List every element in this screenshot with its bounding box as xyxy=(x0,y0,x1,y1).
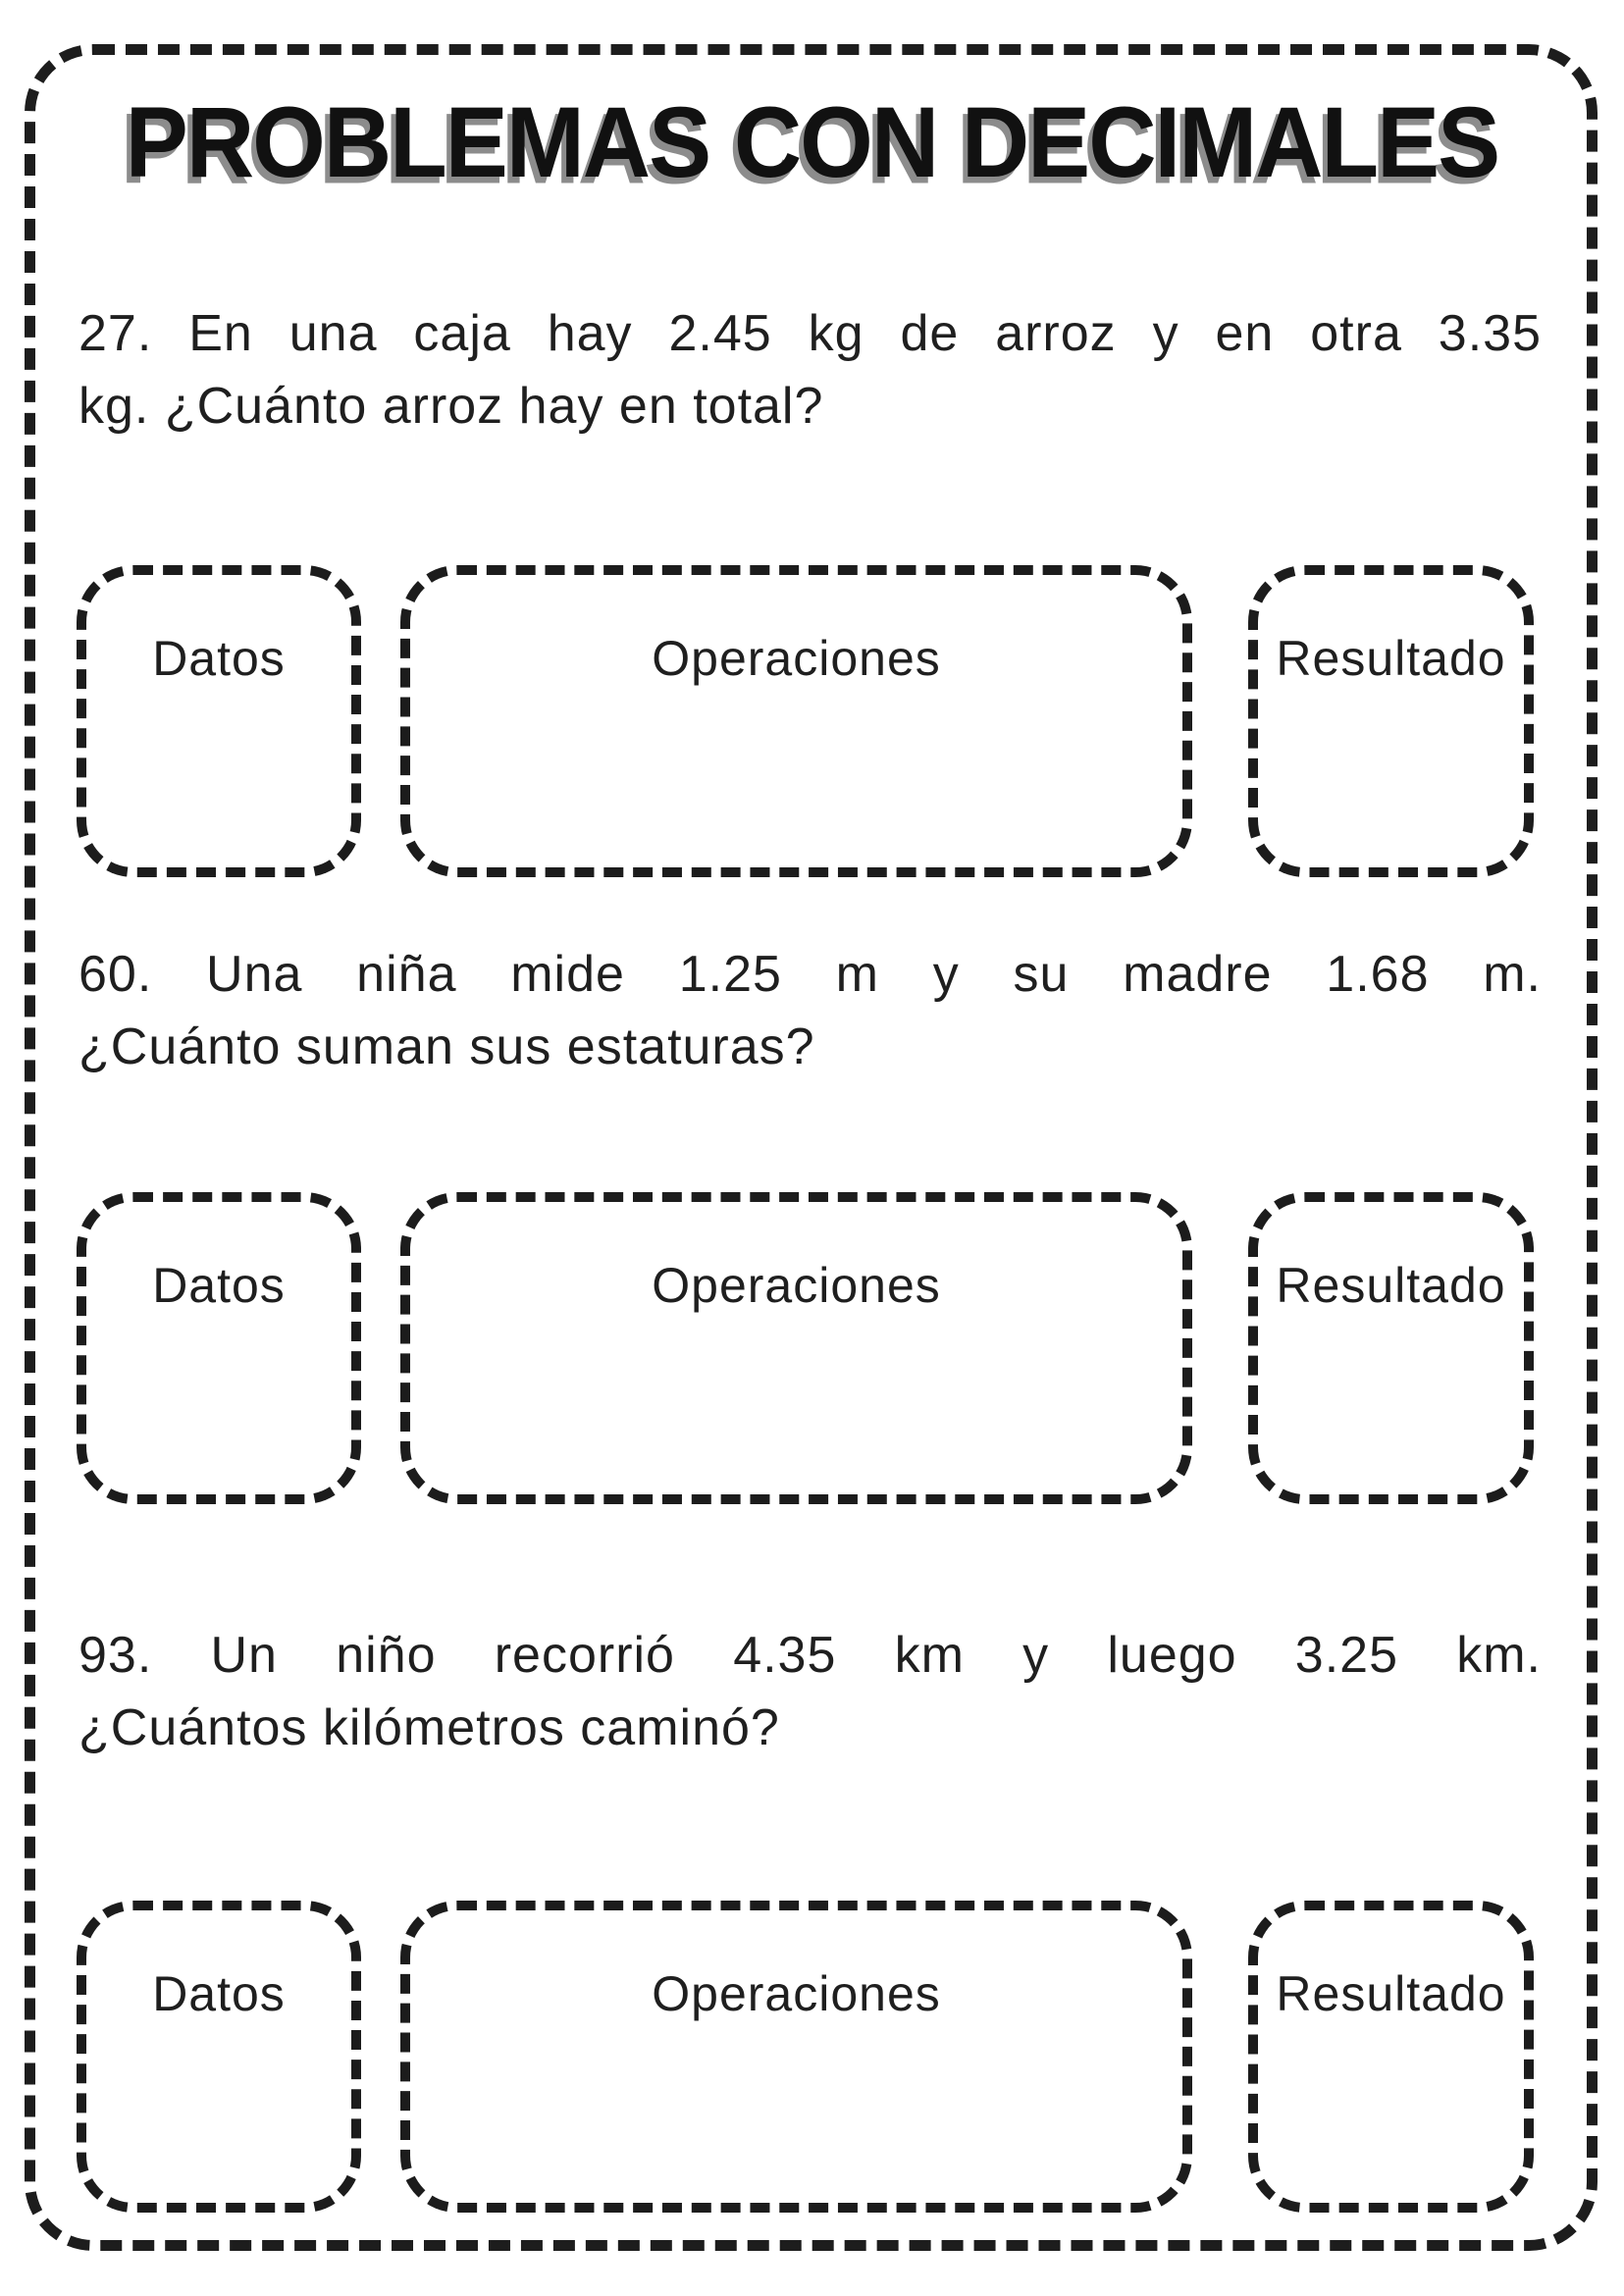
problem-27-line-2: kg. ¿Cuánto arroz hay en total? xyxy=(79,378,824,435)
page-title: PROBLEMAS CON DECIMALES xyxy=(125,87,1499,199)
problem-27-operaciones-box[interactable] xyxy=(400,565,1192,877)
resultado-box-label: Resultado xyxy=(1276,631,1506,686)
operaciones-box-label: Operaciones xyxy=(652,631,941,686)
datos-box-label: Datos xyxy=(152,1966,286,2021)
page-header xyxy=(0,86,1624,199)
problem-27-text xyxy=(79,297,1542,443)
problem-93-datos-box[interactable] xyxy=(77,1901,361,2213)
problem-93-text xyxy=(79,1619,1542,1764)
problem-60-line-1: 60. Una niña mide 1.25 m y su madre 1.68 m. xyxy=(79,946,1542,1003)
problem-27-answer-row xyxy=(77,565,1534,877)
datos-box-label: Datos xyxy=(152,1258,286,1313)
problem-60-resultado-box[interactable] xyxy=(1248,1192,1534,1504)
problem-93-line-2: ¿Cuántos kilómetros caminó? xyxy=(79,1699,780,1756)
operaciones-box-label: Operaciones xyxy=(652,1966,941,2021)
problem-60-text xyxy=(79,938,1542,1083)
problem-27-datos-box[interactable] xyxy=(77,565,361,877)
problem-93-resultado-box[interactable] xyxy=(1248,1901,1534,2213)
problem-60-datos-box[interactable] xyxy=(77,1192,361,1504)
problem-93-line-1: 93. Un niño recorrió 4.35 km y luego 3.25 km. xyxy=(79,1627,1542,1684)
problem-60-operaciones-box[interactable] xyxy=(400,1192,1192,1504)
problem-27-line-1: 27. En una caja hay 2.45 kg de arroz y en otra 3.35 xyxy=(79,305,1542,362)
datos-box-label: Datos xyxy=(152,631,286,686)
resultado-box-label: Resultado xyxy=(1276,1966,1506,2021)
operaciones-box-label: Operaciones xyxy=(652,1258,941,1313)
problem-60-answer-row xyxy=(77,1192,1534,1504)
problem-93-answer-row xyxy=(77,1901,1534,2213)
resultado-box-label: Resultado xyxy=(1276,1258,1506,1313)
problem-93-operaciones-box[interactable] xyxy=(400,1901,1192,2213)
problem-60-line-2: ¿Cuánto suman sus estaturas? xyxy=(79,1018,815,1075)
problem-27-resultado-box[interactable] xyxy=(1248,565,1534,877)
